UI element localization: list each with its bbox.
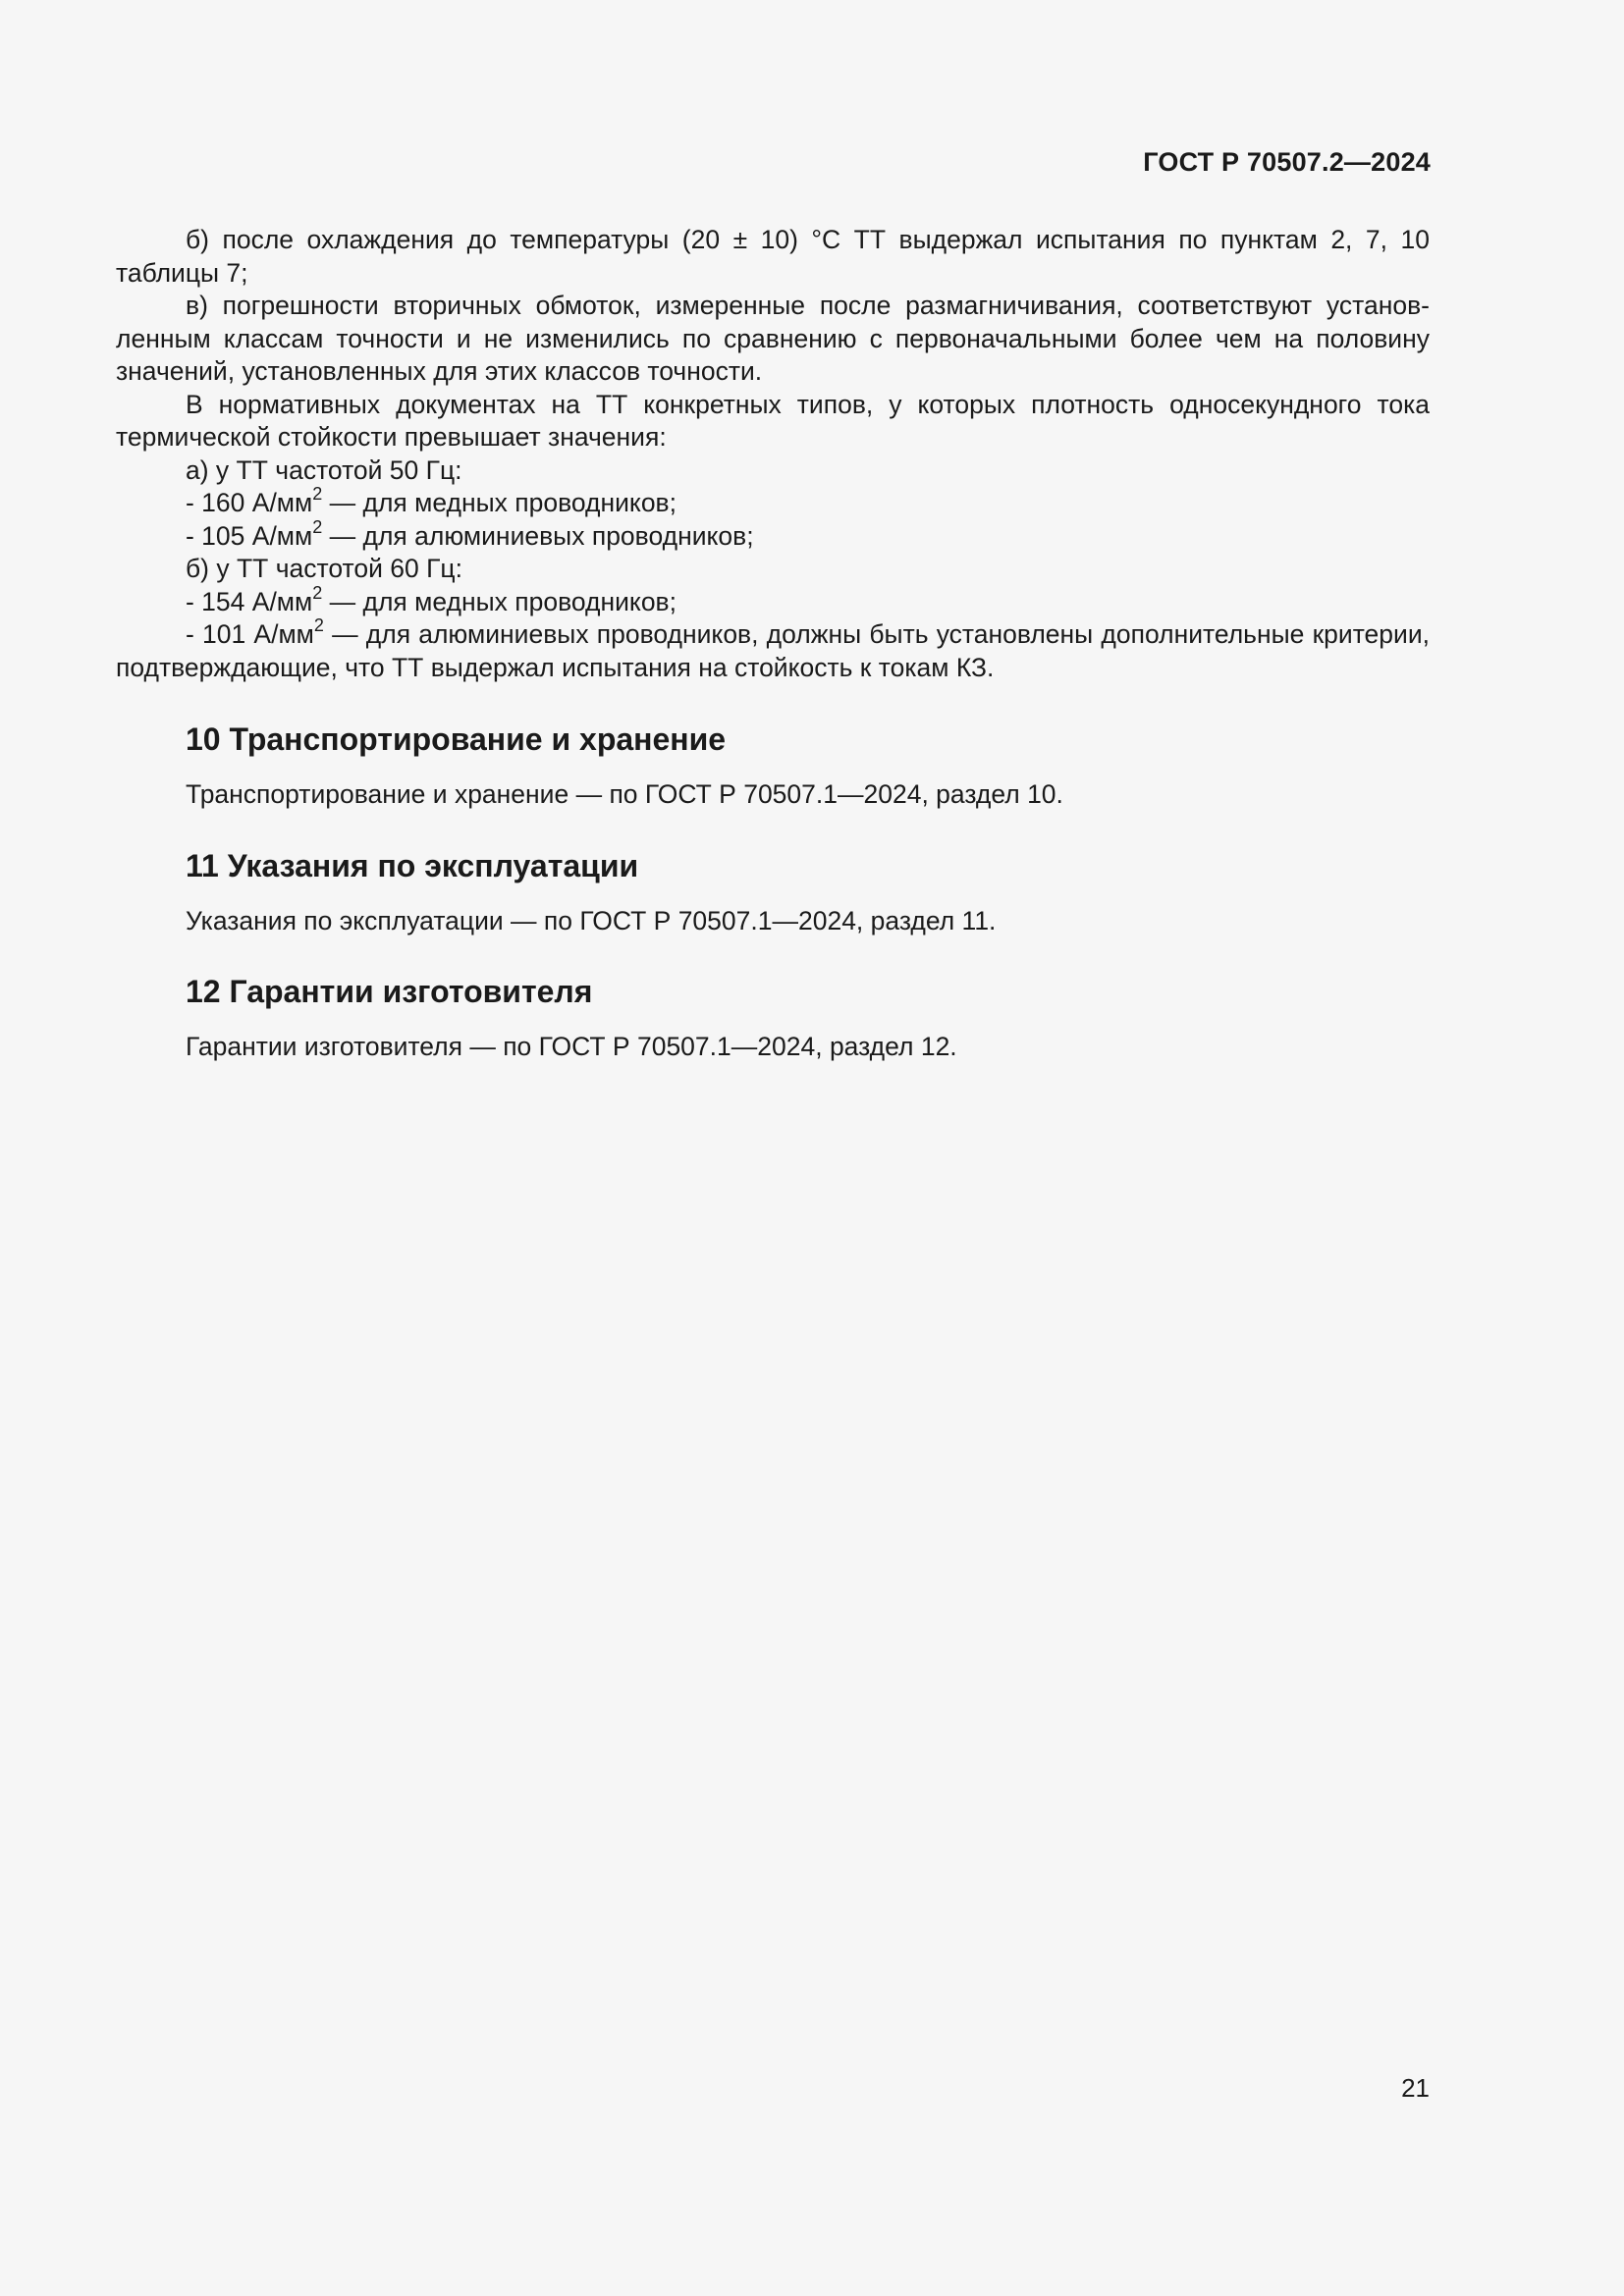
list-item: - 154 $А/мм^2$ — для медных проводников; [186, 582, 677, 616]
section-body-11: Указания по эксплуатации — по ГОСТ Р 70507.1—2024, раздел 11. [186, 905, 997, 935]
page-number: 21 [1401, 2073, 1430, 2103]
list-heading-60hz: б) у ТТ частотой 60 Гц: [186, 554, 462, 583]
list-item: - 101 $А/мм^2$ — для алюминиевых проводников, должны быть установлены дополнительные критерии, подтверждающие, что ТТ выдержал испытания на стойкость к токам КЗ. [116, 615, 1430, 682]
section-body-10: Транспортирование и хранение — по ГОСТ Р 70507.1—2024, раздел 10. [186, 779, 1063, 809]
section-title-12: 12 Гарантии изготовителя [186, 974, 593, 1009]
section-title-10: 10 Транспортирование и хранение [186, 721, 727, 757]
document-header-id: ГОСТ Р 70507.2—2024 [1143, 147, 1431, 177]
paragraph-normative-docs: В нормативных документах на ТТ конкретных типов, у которых плотность односекундного тока термической стойкости превышает значения: [116, 389, 1430, 452]
paragraph-item-v: в) погрешности вторичных обмоток, измеренные после размагничивания, соответствуют установленным классам точности и не изменились по сравнению с первоначальными более чем на половину значений, установленных для этих классов точности. [116, 291, 1430, 386]
list-item: - 105 $А/мм^2$ — для алюминиевых проводников; [186, 516, 754, 551]
list-heading-50hz: а) у ТТ частотой 50 Гц: [186, 454, 462, 485]
section-body-12: Гарантии изготовителя — по ГОСТ Р 70507.1—2024, раздел 12. [186, 1032, 957, 1061]
paragraph-item-b: б) после охлаждения до температуры (20 ± 10) °С ТТ выдержал испытания по пунктам 2, 7, 10 таблицы 7; [116, 225, 1430, 288]
document-content [116, 224, 1430, 1064]
list-item: - 160 $А/мм^2$ — для медных проводников; [186, 484, 677, 517]
section-title-11: 11 Указания по эксплуатации [186, 847, 639, 883]
